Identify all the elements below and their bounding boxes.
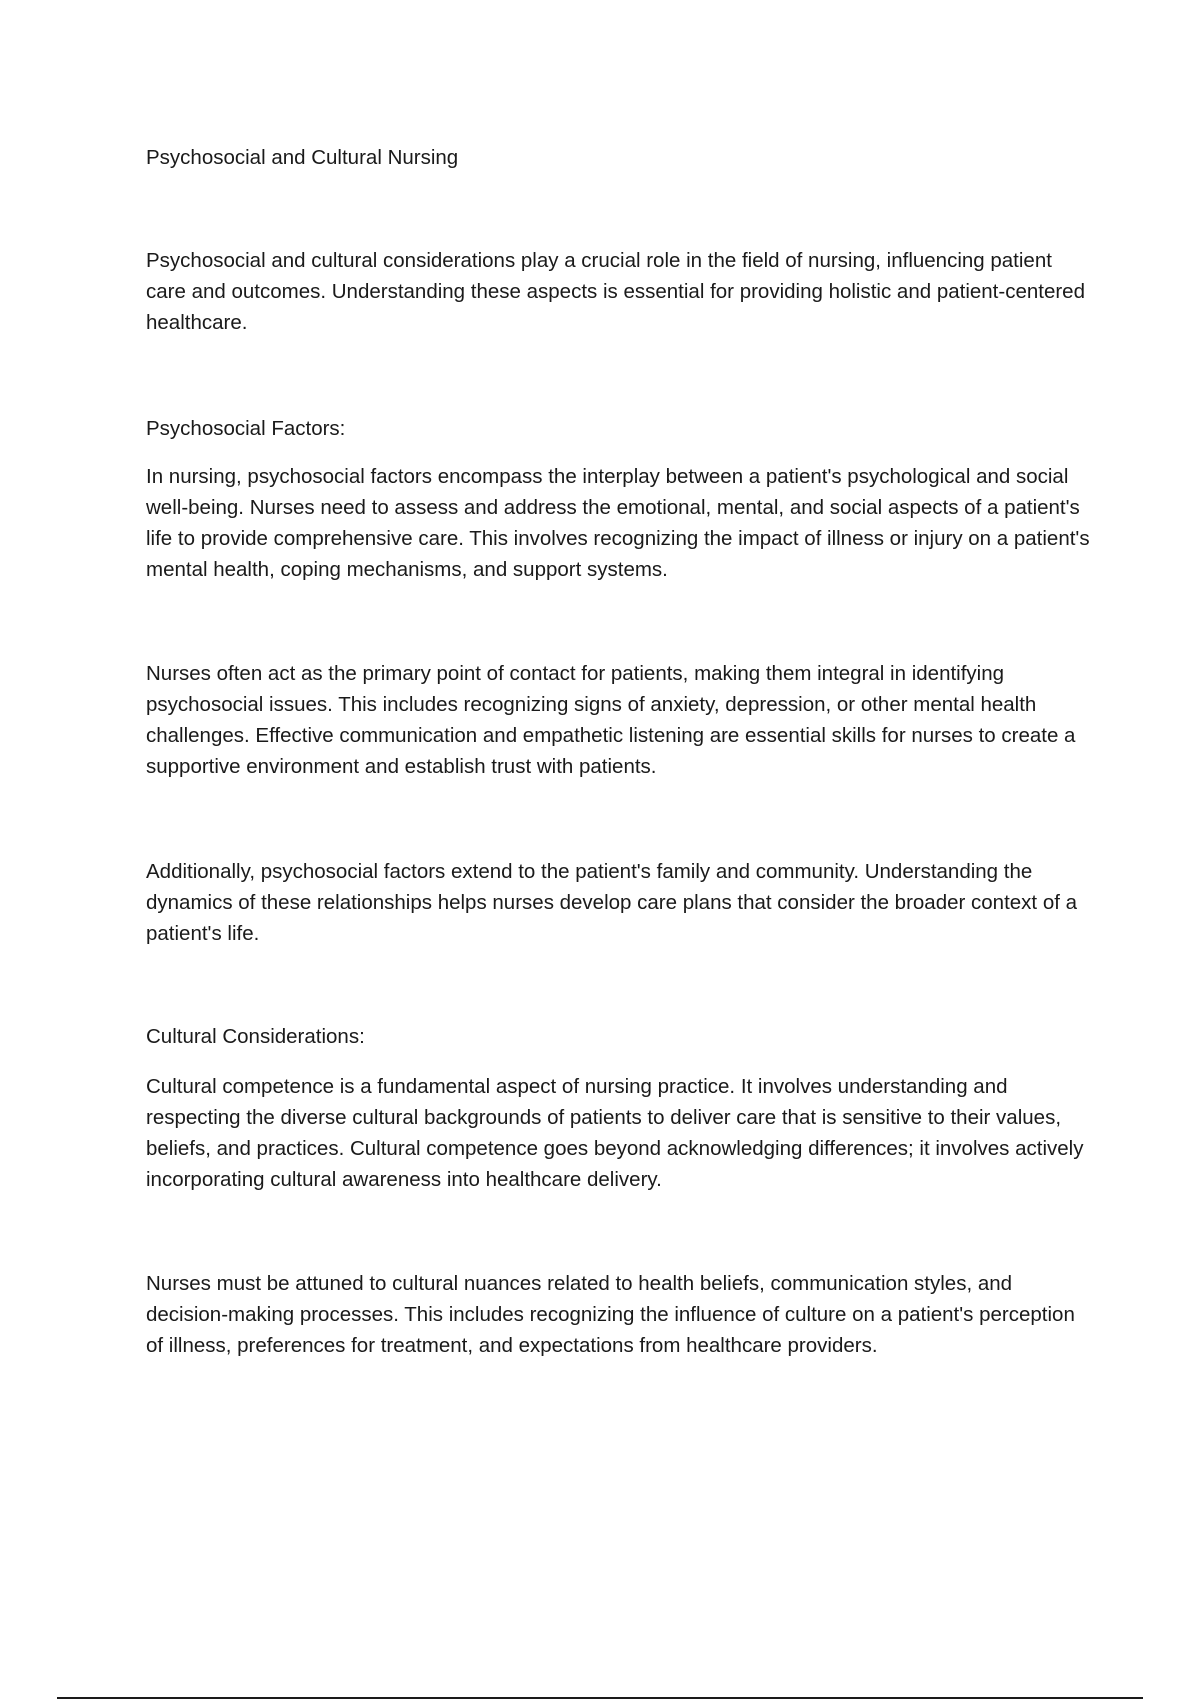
paragraph: Cultural competence is a fundamental aspect of nursing practice. It involves understanding and respecting the diverse cultural backgrounds of patients to deliver care that is sensitive to their values, beliefs, and practices. Cultural competence goes beyond acknowledging differences; it involves actively incorporating cultural awareness into healthcare delivery.	[146, 1075, 1084, 1191]
intro-paragraph: Psychosocial and cultural considerations play a crucial role in the field of nursing, influencing patient care and outcomes. Understanding these aspects is essential for providing holistic and patient-centered healthcare.	[146, 249, 1085, 334]
paragraph: Nurses must be attuned to cultural nuances related to health beliefs, communication styles, and decision-making processes. This includes recognizing the influence of culture on a patient's perception of illness, preferences for treatment, and expectations from healthcare providers.	[146, 1272, 1075, 1357]
paragraph: In nursing, psychosocial factors encompass the interplay between a patient's psychological and social well-being. Nurses need to assess and address the emotional, mental, and social aspects of a patient's life to provide comprehensive care. This involves recognizing the impact of illness or injury on a patient's mental health, coping mechanisms, and support systems.	[146, 465, 1090, 581]
page-bottom-rule	[57, 1697, 1143, 1699]
paragraph: Additionally, psychosocial factors extend to the patient's family and community. Understanding the dynamics of these relationships helps nurses develop care plans that consider the broader context of a patient's life.	[146, 860, 1078, 945]
paragraph: Nurses often act as the primary point of contact for patients, making them integral in identifying psychosocial issues. This includes recognizing signs of anxiety, depression, or other mental health challenges. Effective communication and empathetic listening are essential skills for nurses to create a supportive environment and establish trust with patients.	[146, 662, 1076, 778]
section-heading-cultural: Cultural Considerations:	[146, 1025, 365, 1048]
section-heading-psychosocial: Psychosocial Factors:	[146, 417, 346, 440]
document-title: Psychosocial and Cultural Nursing	[146, 146, 459, 169]
